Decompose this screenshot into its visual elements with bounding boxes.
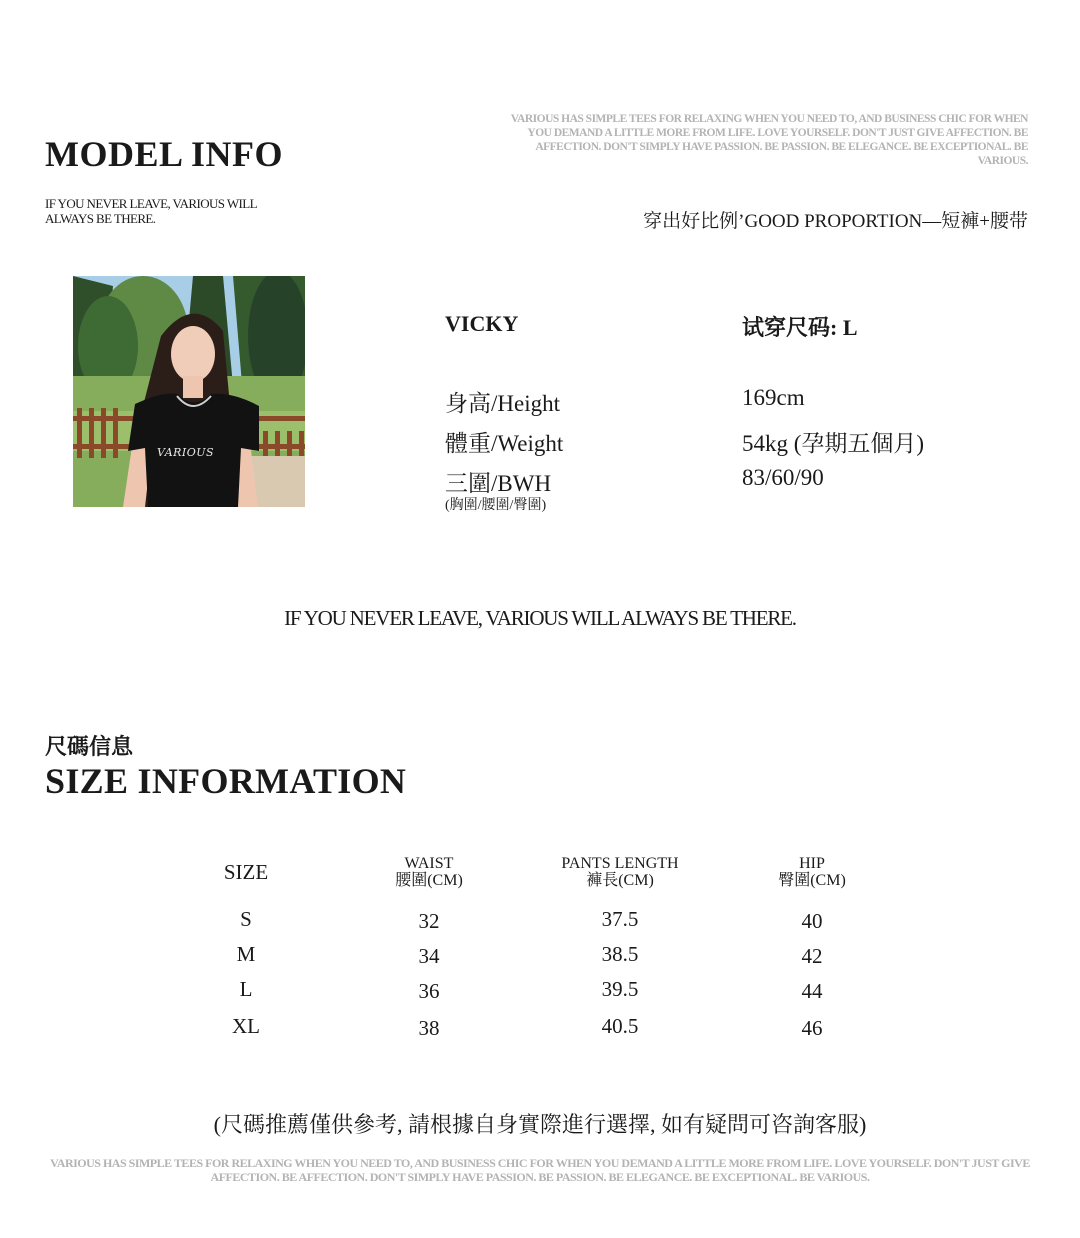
spec-value-height: 169cm xyxy=(742,385,805,410)
spec-label-height: 身高/Height xyxy=(445,391,560,416)
size-note: (尺碼推薦僅供參考, 請根據自身實際進行選擇, 如有疑問可咨詢客服) xyxy=(213,1112,867,1137)
trial-size: 试穿尺码: L xyxy=(742,315,858,340)
header-size-label: SIZE xyxy=(223,860,269,884)
table-cell: M xyxy=(236,942,256,966)
spec-value-bwh: 83/60/90 xyxy=(742,465,824,490)
slogan: IF YOU NEVER LEAVE, VARIOUS WILL ALWAYS BE THERE. xyxy=(284,606,796,630)
table-cell: 40.5 xyxy=(601,1014,639,1038)
table-cell: 38.5 xyxy=(601,942,639,966)
table-cell: 42 xyxy=(801,944,823,968)
table-cell: 37.5 xyxy=(601,907,639,931)
header-hip-sub: 臀圍(CM) xyxy=(778,872,846,889)
table-cell: 36 xyxy=(418,979,440,1003)
header-length-sub: 褲長(CM) xyxy=(586,872,654,889)
model-photo xyxy=(73,276,305,507)
spec-label-weight: 體重/Weight xyxy=(445,431,564,456)
model-name: VICKY xyxy=(445,311,519,336)
table-cell: XL xyxy=(232,1014,260,1038)
spec-label-bwh: 三圍/BWH xyxy=(445,471,552,496)
proportion-tagline: 穿出好比例’GOOD PROPORTION—短褲+腰带 xyxy=(643,211,1028,232)
header-subtitle: IF YOU NEVER LEAVE, VARIOUS WILL ALWAYS BE THERE. xyxy=(45,196,257,226)
page-title: MODEL INFO xyxy=(45,134,284,174)
header-hip-label: HIP xyxy=(799,855,825,872)
table-cell: 34 xyxy=(418,944,440,968)
table-cell: 40 xyxy=(801,909,823,933)
size-title-cn: 尺碼信息 xyxy=(45,734,134,759)
brand-paragraph: VARIOUS HAS SIMPLE TEES FOR RELAXING WHEN YOU NEED TO, AND BUSINESS CHIC FOR WHEN YOU DEMAND A LITTLE MORE FROM LIFE. LOVE YOURSELF. DON'T JUST GIVE AFFECTION. BE AFFECTION. DON'T SIMPLY HAVE PASSION. BE PASSION. BE ELEGANCE. BE EXCEPTIONAL. BE VARIOUS. xyxy=(510,113,1028,167)
footer-paragraph: VARIOUS HAS SIMPLE TEES FOR RELAXING WHEN YOU NEED TO, AND BUSINESS CHIC FOR WHEN YOU DEMAND A LITTLE MORE FROM LIFE. LOVE YOURSELF. DON'T JUST GIVE AFFECTION. BE AFFECTION. DON'T SIMPLY HAVE PASSION. BE PASSION. BE ELEGANCE. BE EXCEPTIONAL. BE VARIOUS. xyxy=(50,1156,1030,1184)
spec-value-weight: 54kg (孕期五個月) xyxy=(742,431,925,456)
table-cell: 39.5 xyxy=(601,977,639,1001)
size-table-header-hip xyxy=(712,855,912,889)
table-cell: 46 xyxy=(801,1016,823,1040)
size-table-header-size xyxy=(146,860,346,885)
size-table-header-waist xyxy=(329,855,529,889)
table-cell: 44 xyxy=(801,979,823,1003)
photo-shirt-text: VARIOUS xyxy=(157,446,215,459)
table-cell: S xyxy=(240,907,252,931)
header-length-label: PANTS LENGTH xyxy=(561,855,679,872)
header-waist-label: WAIST xyxy=(404,855,454,872)
table-cell: 32 xyxy=(418,909,440,933)
size-title-en: SIZE INFORMATION xyxy=(45,761,407,801)
size-table-header-length xyxy=(520,855,720,889)
table-cell: L xyxy=(239,977,253,1001)
bwh-note: (胸圍/腰圍/臀圍) xyxy=(445,498,547,513)
table-cell: 38 xyxy=(418,1016,440,1040)
header-waist-sub: 腰圍(CM) xyxy=(395,872,463,889)
